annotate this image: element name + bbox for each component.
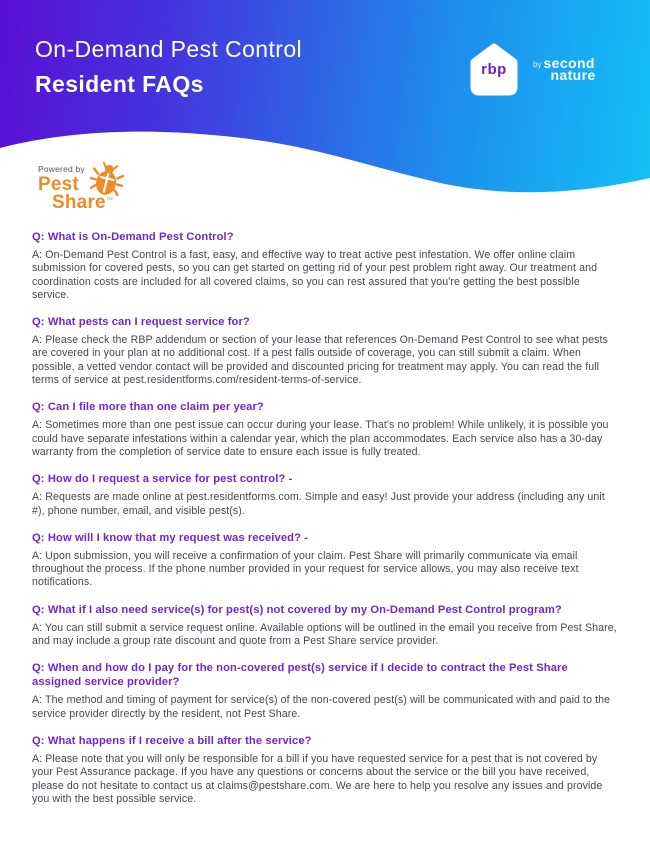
brand-line2: nature	[550, 67, 596, 83]
rbp-logo	[466, 40, 522, 98]
by-label: by	[533, 60, 542, 69]
secondnature-wordmark	[533, 57, 596, 81]
faq-item	[32, 531, 618, 590]
faq-question: Q: What happens if I receive a bill after the service?	[32, 734, 312, 747]
page-title-line1: On-Demand Pest Control	[35, 36, 303, 62]
faq-question: Q: What if I also need service(s) for pest(s) not covered by my On-Demand Pest Control program?	[32, 603, 562, 616]
faq-question: Q: When and how do I pay for the non-covered pest(s) service if I decide to contract the Pest Share assigned service provider?	[32, 662, 568, 689]
header	[0, 0, 650, 213]
faq-question: Q: Can I file more than one claim per year?	[32, 401, 264, 414]
faq-answer: A: Upon submission, you will receive a confirmation of your claim. Pest Share will primarily communicate via email throughout the process. If the phone number provided in your request for service allows, you may also receive text notifications.	[32, 549, 579, 589]
faq-answer: A: Sometimes more than one pest issue can occur during your lease. That's no problem! While unlikely, it is possible you could have separate infestations within a calendar year, which the plan accommodates. Each service also has a 30-day warranty from the completion of service date to ensure each issue is fully treated.	[32, 419, 609, 458]
faq-answer: A: On-Demand Pest Control is a fast, easy, and effective way to treat active pest infestation. We offer online claim submission for covered pests, so you can get started on getting rid of your pest problem right away. Our treatment and coordination costs are included for all covered claims, so you can rest assured that you're getting the best possible service.	[32, 249, 598, 301]
faq-answer: A: Please check the RBP addendum or section of your lease that references On-Demand Pest Control to see what pests are covered in your plan at no additional cost. If a pest falls outside of coverage, you can still submit a claim. When possible, a vetted vendor contact will be provided and discounted pricing for treatment may apply. You can read the full terms of service at pest.residentforms.com/resident-terms-of-service.	[32, 334, 608, 387]
rbp-logo-text: rbp	[481, 61, 507, 78]
faq-question: Q: What is On-Demand Pest Control?	[32, 231, 234, 243]
faq-question: Q: How will I know that my request was received? -	[32, 531, 309, 544]
faq-item	[32, 315, 618, 387]
faq-item	[32, 400, 618, 459]
pestshare-word1: Pest	[38, 174, 79, 195]
pestshare-logo	[38, 164, 158, 211]
faq-item	[32, 472, 618, 518]
pestshare-word2: Share™	[52, 192, 114, 213]
page-title	[35, 36, 302, 98]
faq-answer: A: The method and timing of payment for service(s) of the non-covered pest(s) will be communicated with and paid to the service provider directly by the resident, not Pest Share.	[32, 694, 611, 720]
faq-list	[0, 210, 650, 806]
faq-answer: A: You can still submit a service request online. Available options will be outlined in the email you receive from Pest Share, and may include a group rate discount and quote from a Pest Share service provider.	[32, 621, 617, 648]
powered-by-label: Powered by	[38, 164, 85, 174]
trademark-symbol: ™	[105, 197, 114, 204]
page-title-line2: Resident FAQs	[35, 71, 204, 97]
faq-answer: A: Requests are made online at pest.residentforms.com. Simple and easy! Just provide your address (including any unit #), phone number, email, and visible pest(s).	[32, 491, 605, 517]
brand-line1: second	[543, 55, 595, 71]
faq-item	[32, 734, 618, 806]
bug-icon	[90, 161, 124, 197]
faq-question: Q: How do I request a service for pest control? -	[32, 473, 293, 486]
rbp-secondnature-brand	[466, 40, 596, 98]
faq-item	[32, 661, 618, 721]
faq-answer: A: Please note that you will only be responsible for a bill if you have requested service for a pest that is not covered by your Pest Assurance package. If you have any questions or concerns about the service or the bill you have received, please do not hesitate to contact us at claims@pestshare.com. We are here to help you resolve any issues and provide you with the best possible service.	[32, 752, 603, 805]
faq-item	[32, 603, 618, 649]
faq-question: Q: What pests can I request service for?	[32, 316, 250, 329]
faq-item	[32, 230, 618, 302]
